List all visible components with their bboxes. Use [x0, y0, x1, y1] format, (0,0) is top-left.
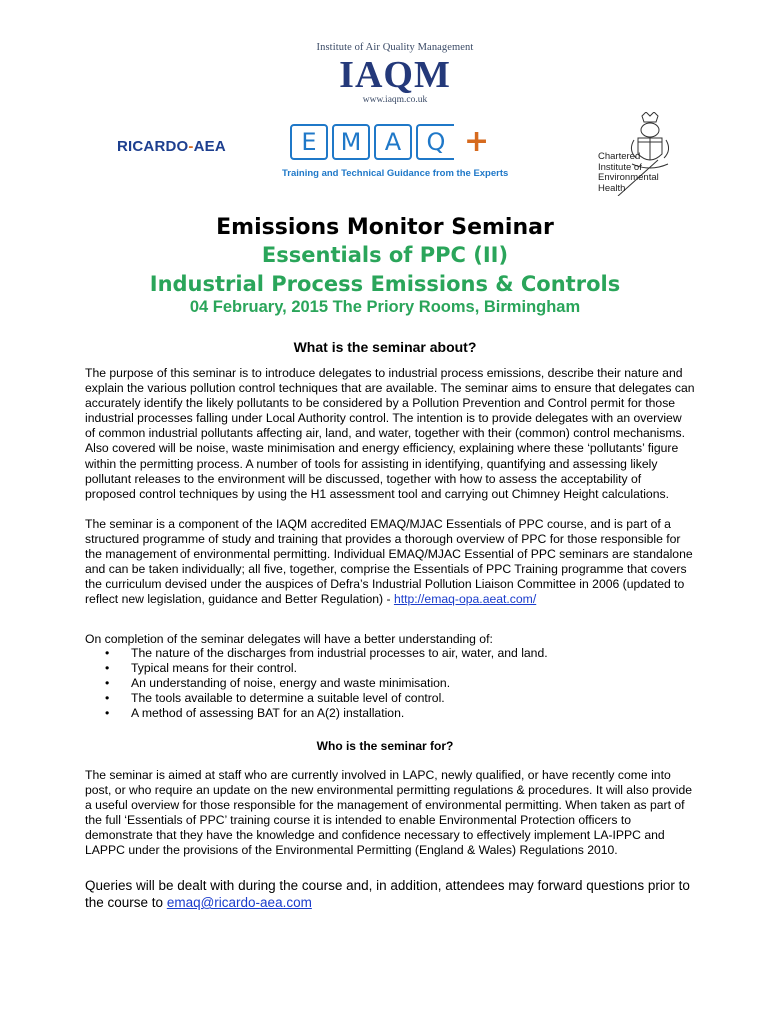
list-item [85, 706, 695, 721]
emaq-letter-m: M [332, 124, 370, 160]
who-paragraph: The seminar is aimed at staff who are currently involved in LAPC, newly qualified, or have recently come into post, or who require an update on the new environmental permitting regulations & procedures. It will also provide a useful overview for those responsible for the management of environmental permitting. When taken as part of the full ‘Essentials of PPC’ training course it is intended to enable Environmental Protection officers to demonstrate that they have the knowledge and confidence necessary to effectively implement LA-IPPC and LAPPC under the provisions of the Environmental Permitting (England & Wales) Regulations 2010. [85, 768, 693, 858]
outcome-text: The tools available to determine a suitable level of control. [131, 691, 445, 706]
iaqm-org-name: Institute of Air Quality Management [316, 42, 474, 53]
outcome-text: Typical means for their control. [131, 661, 297, 676]
list-item [85, 691, 695, 706]
emaq-tagline: Training and Technical Guidance from the Experts [282, 168, 509, 179]
outcome-text: A method of assessing BAT for an A(2) installation. [131, 706, 405, 721]
cieh-line: Institute of [598, 161, 642, 173]
list-item [85, 661, 695, 676]
emaq-opa-link[interactable]: http://emaq-opa.aeat.com/ [393, 592, 537, 607]
about-heading: What is the seminar about? [293, 339, 477, 355]
iaqm-logo [280, 42, 510, 105]
bullet-icon: • [105, 706, 110, 721]
bullet-icon: • [105, 676, 110, 691]
iaqm-logo-text: IAQM [339, 54, 451, 96]
cieh-logo-text [598, 152, 659, 194]
emaq-logo [282, 124, 530, 179]
outcomes-intro: On completion of the seminar delegates will have a better understanding of: [85, 632, 493, 646]
emaq-letter-e: E [290, 124, 328, 160]
queries-paragraph [85, 877, 695, 911]
emaq-letter-a: A [374, 124, 412, 160]
about-paragraph-2-text: The seminar is a component of the IAQM accredited EMAQ/MJAC Essentials of PPC course, and is part of a structured programme of study and training that provides a thorough overview of PPC for those responsible for the management of environmental permitting. Individual EMAQ/MJAC Essential of PPC seminars are standalone and can be taken individually; all five, together, comprise the Essentials of PPC Training programme that covers the curriculum devised under the auspices of Defra’s Industrial Pollution Liaison Committee in 2006 (updated to reflect new legislation, guidance and Better Regulation) - [85, 517, 693, 607]
list-item [85, 676, 695, 691]
list-item [85, 646, 695, 661]
about-paragraph-1: The purpose of this seminar is to introduce delegates to industrial process emissions, describe their nature and explain the various pollution control techniques that are available. The seminar aims to ensure that delegates can accurately identify the likely pollutants to be considered by a Pollution Prevention and Control permit for those industrial processes falling under Local Authority control. The intention is to provide delegates with an overview of common industrial pollutants affecting air, land, and water, together with their (common) control mechanisms. Also covered will be noise, waste minimisation and energy efficiency, explaining where these ‘pollutants’ figure within the permitting process. A number of tools for assisting in identifying, quantifying and assessing likely pollutant releases to the environment will be discussed, together with how to assess the acceptability of proposed control techniques by using the H1 assessment tool and carrying out Chimney Height calculations. [85, 366, 695, 501]
topic-title: Industrial Process Emissions & Controls [149, 272, 621, 296]
outcomes-list [85, 646, 695, 721]
emaq-letter-q: Q [416, 124, 454, 160]
iaqm-url: www.iaqm.co.uk [362, 95, 428, 105]
who-heading: Who is the seminar for? [316, 739, 454, 753]
bullet-icon: • [105, 646, 110, 660]
cieh-line: Chartered [598, 151, 641, 162]
outcome-text: An understanding of noise, energy and waste minimisation. [131, 676, 451, 691]
emaq-plus-icon: + [464, 124, 490, 159]
ricardo-logo-part1: RICARDO [117, 138, 189, 155]
bullet-icon: • [105, 691, 110, 706]
ricardo-logo-dash: - [188, 138, 194, 155]
cieh-line: Environmental [598, 172, 659, 183]
ricardo-aea-logo [117, 138, 226, 155]
ricardo-logo-part2: AEA [193, 138, 226, 155]
course-title: Essentials of PPC (II) [261, 243, 509, 267]
bullet-icon: • [105, 661, 110, 676]
seminar-title: Emissions Monitor Seminar [216, 215, 554, 240]
outcome-text: The nature of the discharges from industrial processes to air, water, and land. [131, 646, 548, 660]
date-venue: 04 February, 2015 The Priory Rooms, Birmingham [189, 298, 581, 316]
about-paragraph-2 [85, 517, 695, 608]
queries-text: Queries will be dealt with during the course and, in addition, attendees may forward questions prior to the course to [85, 878, 690, 910]
cieh-line: Health [598, 182, 626, 194]
email-link[interactable]: emaq@ricardo-aea.com [166, 895, 312, 910]
